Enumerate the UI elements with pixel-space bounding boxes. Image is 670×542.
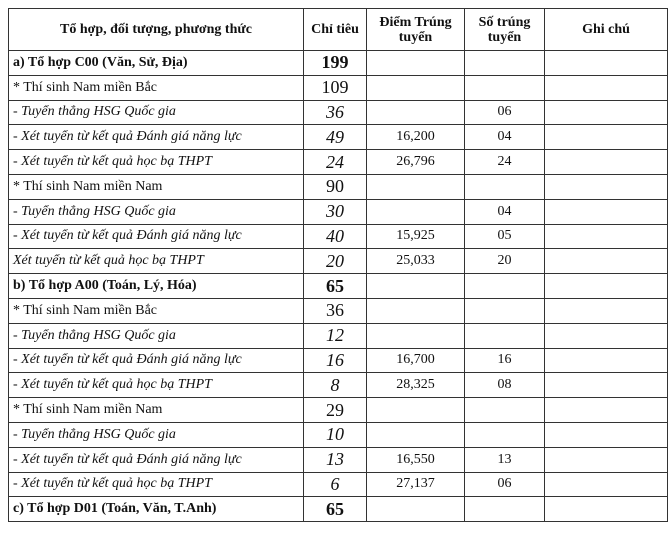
row-score-cell: 16,550: [367, 447, 465, 472]
header-row: [9, 9, 668, 51]
row-score-cell: 26,796: [367, 150, 465, 175]
row-quota-cell: 109: [304, 75, 367, 100]
row-name-cell: - Xét tuyển từ kết quả Đánh giá năng lực: [9, 224, 304, 249]
row-note-cell: [545, 51, 668, 76]
row-name-cell: * Thí sinh Nam miền Nam: [9, 174, 304, 199]
row-quota-cell: 40: [304, 224, 367, 249]
row-note-cell: [545, 373, 668, 398]
header-quota: Chỉ tiêu: [304, 9, 367, 51]
row-name-cell: - Xét tuyển từ kết quả học bạ THPT: [9, 150, 304, 175]
row-admitted-cell: 13: [465, 447, 545, 472]
row-score-cell: [367, 422, 465, 447]
row-name-cell: * Thí sinh Nam miền Bắc: [9, 298, 304, 323]
row-admitted-cell: 24: [465, 150, 545, 175]
table-row: [9, 422, 668, 447]
table-row: [9, 125, 668, 150]
table-row: [9, 274, 668, 299]
row-name-cell: - Tuyển thẳng HSG Quốc gia: [9, 100, 304, 125]
table-row: [9, 75, 668, 100]
row-admitted-cell: [465, 75, 545, 100]
row-quota-cell: 90: [304, 174, 367, 199]
row-admitted-cell: 08: [465, 373, 545, 398]
row-score-cell: 16,700: [367, 348, 465, 373]
table-row: [9, 348, 668, 373]
row-score-cell: [367, 199, 465, 224]
row-note-cell: [545, 249, 668, 274]
table-row: [9, 150, 668, 175]
row-note-cell: [545, 150, 668, 175]
row-quota-cell: 6: [304, 472, 367, 497]
header-score: Điểm Trúng tuyển: [367, 9, 465, 51]
row-score-cell: 25,033: [367, 249, 465, 274]
row-note-cell: [545, 100, 668, 125]
row-admitted-cell: 20: [465, 249, 545, 274]
row-name-cell: - Xét tuyển từ kết quả Đánh giá năng lực: [9, 447, 304, 472]
row-quota-cell: 16: [304, 348, 367, 373]
row-score-cell: [367, 274, 465, 299]
row-note-cell: [545, 472, 668, 497]
table-row: [9, 398, 668, 423]
table-row: [9, 249, 668, 274]
row-quota-cell: 24: [304, 150, 367, 175]
table-row: [9, 199, 668, 224]
row-name-cell: a) Tổ hợp C00 (Văn, Sử, Địa): [9, 51, 304, 76]
table-body: [9, 51, 668, 522]
row-quota-cell: 199: [304, 51, 367, 76]
row-score-cell: [367, 398, 465, 423]
header-admitted: Số trúng tuyển: [465, 9, 545, 51]
table-row: [9, 100, 668, 125]
row-admitted-cell: [465, 422, 545, 447]
row-note-cell: [545, 298, 668, 323]
row-note-cell: [545, 398, 668, 423]
row-quota-cell: 65: [304, 274, 367, 299]
row-name-cell: b) Tổ hợp A00 (Toán, Lý, Hóa): [9, 274, 304, 299]
table-row: [9, 472, 668, 497]
row-name-cell: - Tuyển thẳng HSG Quốc gia: [9, 422, 304, 447]
row-note-cell: [545, 447, 668, 472]
row-name-cell: * Thí sinh Nam miền Bắc: [9, 75, 304, 100]
row-quota-cell: 36: [304, 298, 367, 323]
row-note-cell: [545, 199, 668, 224]
row-name-cell: - Xét tuyển từ kết quả Đánh giá năng lực: [9, 348, 304, 373]
row-note-cell: [545, 497, 668, 522]
row-admitted-cell: [465, 298, 545, 323]
table-row: [9, 298, 668, 323]
row-score-cell: [367, 75, 465, 100]
header-note: Ghi chú: [545, 9, 668, 51]
table-row: [9, 174, 668, 199]
row-admitted-cell: 04: [465, 199, 545, 224]
row-name-cell: c) Tổ hợp D01 (Toán, Văn, T.Anh): [9, 497, 304, 522]
row-admitted-cell: 06: [465, 100, 545, 125]
row-admitted-cell: [465, 51, 545, 76]
row-name-cell: - Tuyển thẳng HSG Quốc gia: [9, 199, 304, 224]
row-score-cell: 16,200: [367, 125, 465, 150]
row-admitted-cell: 06: [465, 472, 545, 497]
row-quota-cell: 49: [304, 125, 367, 150]
row-note-cell: [545, 224, 668, 249]
row-score-cell: [367, 497, 465, 522]
row-admitted-cell: [465, 174, 545, 199]
row-admitted-cell: 04: [465, 125, 545, 150]
row-quota-cell: 20: [304, 249, 367, 274]
row-name-cell: - Xét tuyển từ kết quả Đánh giá năng lực: [9, 125, 304, 150]
table-row: [9, 497, 668, 522]
row-quota-cell: 36: [304, 100, 367, 125]
row-score-cell: 28,325: [367, 373, 465, 398]
header-combo: Tổ hợp, đối tượng, phương thức: [9, 9, 304, 51]
row-score-cell: 15,925: [367, 224, 465, 249]
table-row: [9, 224, 668, 249]
row-note-cell: [545, 323, 668, 348]
row-score-cell: [367, 323, 465, 348]
row-name-cell: - Xét tuyển từ kết quả học bạ THPT: [9, 472, 304, 497]
row-quota-cell: 10: [304, 422, 367, 447]
row-name-cell: - Xét tuyển từ kết quả học bạ THPT: [9, 373, 304, 398]
row-quota-cell: 30: [304, 199, 367, 224]
row-note-cell: [545, 174, 668, 199]
row-admitted-cell: 05: [465, 224, 545, 249]
row-admitted-cell: [465, 323, 545, 348]
row-quota-cell: 65: [304, 497, 367, 522]
row-note-cell: [545, 125, 668, 150]
row-note-cell: [545, 75, 668, 100]
table-row: [9, 373, 668, 398]
row-score-cell: [367, 100, 465, 125]
row-quota-cell: 12: [304, 323, 367, 348]
table-row: [9, 447, 668, 472]
table-row: [9, 51, 668, 76]
row-note-cell: [545, 348, 668, 373]
row-quota-cell: 29: [304, 398, 367, 423]
row-note-cell: [545, 422, 668, 447]
row-score-cell: [367, 174, 465, 199]
row-admitted-cell: [465, 398, 545, 423]
row-admitted-cell: [465, 274, 545, 299]
row-note-cell: [545, 274, 668, 299]
row-score-cell: 27,137: [367, 472, 465, 497]
row-quota-cell: 8: [304, 373, 367, 398]
row-score-cell: [367, 298, 465, 323]
row-admitted-cell: [465, 497, 545, 522]
row-name-cell: Xét tuyển từ kết quả học bạ THPT: [9, 249, 304, 274]
row-name-cell: - Tuyển thẳng HSG Quốc gia: [9, 323, 304, 348]
row-admitted-cell: 16: [465, 348, 545, 373]
table-row: [9, 323, 668, 348]
admission-table: [8, 8, 668, 522]
row-score-cell: [367, 51, 465, 76]
row-name-cell: * Thí sinh Nam miền Nam: [9, 398, 304, 423]
row-quota-cell: 13: [304, 447, 367, 472]
